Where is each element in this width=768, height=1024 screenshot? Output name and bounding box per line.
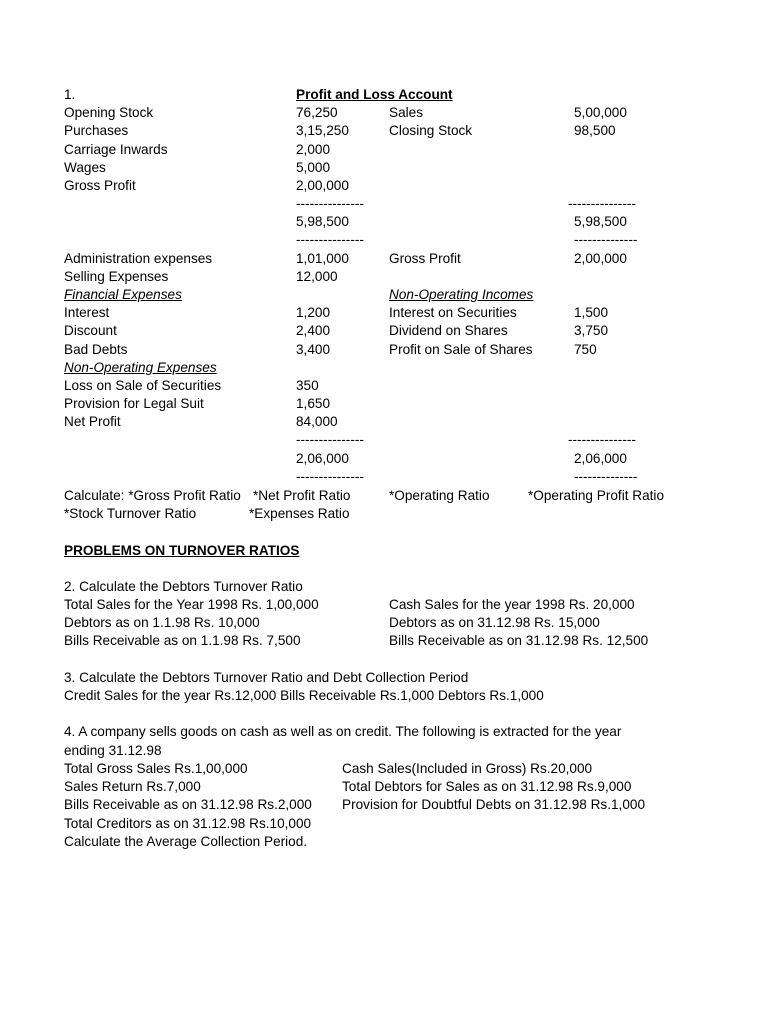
debit-amount: 1,650 [296,396,331,411]
question-line: Total Debtors for Sales as on 31.12.98 Rs.9,000 [342,779,632,794]
separator-line: -------------- [574,469,638,484]
question-line: Cash Sales for the year 1998 Rs. 20,000 [389,597,635,612]
total-amount: 2,06,000 [296,451,349,466]
credit-amount: 750 [574,342,597,357]
question-line: Calculate the Average Collection Period. [64,834,308,849]
debit-amount: 84,000 [296,414,338,429]
credit-amount: 5,00,000 [574,105,627,120]
calculate-text: Calculate: *Gross Profit Ratio [64,488,241,503]
debit-label: Bad Debts [64,342,128,357]
credit-label: Profit on Sale of Shares [389,342,533,357]
debit-label: Carriage Inwards [64,142,168,157]
question-line: Cash Sales(Included in Gross) Rs.20,000 [342,761,593,776]
problem-number: 1. [64,87,76,102]
credit-label: Gross Profit [389,251,461,266]
question-title: 3. Calculate the Debtors Turnover Ratio and Debt Collection Period [64,670,469,685]
debit-label: Loss on Sale of Securities [64,378,222,393]
question-line: Provision for Doubtful Debts on 31.12.98 Rs.1,000 [342,797,646,812]
question-line: Credit Sales for the year Rs.12,000 Bills Receivable Rs.1,000 Debtors Rs.1,000 [64,688,544,703]
debit-amount: 76,250 [296,105,338,120]
credit-label: Sales [389,105,424,120]
debit-label: Provision for Legal Suit [64,396,204,411]
separator-line: --------------- [296,469,364,484]
credit-amount: 1,500 [574,305,609,320]
calculate-text: *Expenses Ratio [249,506,350,521]
credit-amount: 2,00,000 [574,251,627,266]
section-heading: PROBLEMS ON TURNOVER RATIOS [64,543,300,558]
debit-amount: 1,200 [296,305,331,320]
total-amount: 5,98,500 [296,214,349,229]
question-title: 4. A company sells goods on cash as well as on credit. The following is extracted for the year [64,724,622,739]
total-amount: 2,06,000 [574,451,627,466]
debit-label: Administration expenses [64,251,213,266]
separator-line: --------------- [568,196,636,211]
debit-amount: 2,00,000 [296,178,349,193]
question-line: Total Sales for the Year 1998 Rs. 1,00,000 [64,597,319,612]
question-line: Bills Receivable as on 31.12.98 Rs.2,000 [64,797,312,812]
separator-line: --------------- [568,432,636,447]
debit-amount: 1,01,000 [296,251,349,266]
credit-amount: 3,750 [574,323,609,338]
debit-label: Interest [64,305,110,320]
total-amount: 5,98,500 [574,214,627,229]
separator-line: --------------- [296,432,364,447]
credit-label: Closing Stock [389,123,473,138]
subheading: Non-Operating Expenses [64,360,217,375]
debit-amount: 5,000 [296,160,331,175]
question-line: Total Creditors as on 31.12.98 Rs.10,000 [64,816,312,831]
calculate-text: *Operating Profit Ratio [528,488,665,503]
question-line: Total Gross Sales Rs.1,00,000 [64,761,248,776]
credit-label: Interest on Securities [389,305,517,320]
subheading: Financial Expenses [64,287,182,302]
debit-amount: 2,400 [296,323,331,338]
question-line: Debtors as on 31.12.98 Rs. 15,000 [389,615,600,630]
debit-label: Wages [64,160,106,175]
question-title: ending 31.12.98 [64,743,162,758]
subheading: Non-Operating Incomes [389,287,534,302]
debit-label: Selling Expenses [64,269,169,284]
debit-amount: 3,400 [296,342,331,357]
debit-label: Opening Stock [64,105,154,120]
debit-amount: 2,000 [296,142,331,157]
separator-line: --------------- [296,232,364,247]
calculate-text: *Net Profit Ratio [253,488,351,503]
question-line: Bills Receivable as on 1.1.98 Rs. 7,500 [64,633,301,648]
credit-label: Dividend on Shares [389,323,508,338]
debit-amount: 350 [296,378,319,393]
debit-label: Gross Profit [64,178,136,193]
debit-label: Net Profit [64,414,121,429]
debit-label: Discount [64,323,117,338]
separator-line: --------------- [296,196,364,211]
credit-amount: 98,500 [574,123,616,138]
question-line: Debtors as on 1.1.98 Rs. 10,000 [64,615,260,630]
calculate-text: *Stock Turnover Ratio [64,506,197,521]
calculate-text: *Operating Ratio [389,488,490,503]
question-line: Bills Receivable as on 31.12.98 Rs. 12,500 [389,633,649,648]
separator-line: -------------- [574,232,638,247]
debit-amount: 12,000 [296,269,338,284]
debit-label: Purchases [64,123,129,138]
question-line: Sales Return Rs.7,000 [64,779,201,794]
debit-amount: 3,15,250 [296,123,349,138]
question-title: 2. Calculate the Debtors Turnover Ratio [64,579,303,594]
pl-title: Profit and Loss Account [296,87,453,102]
